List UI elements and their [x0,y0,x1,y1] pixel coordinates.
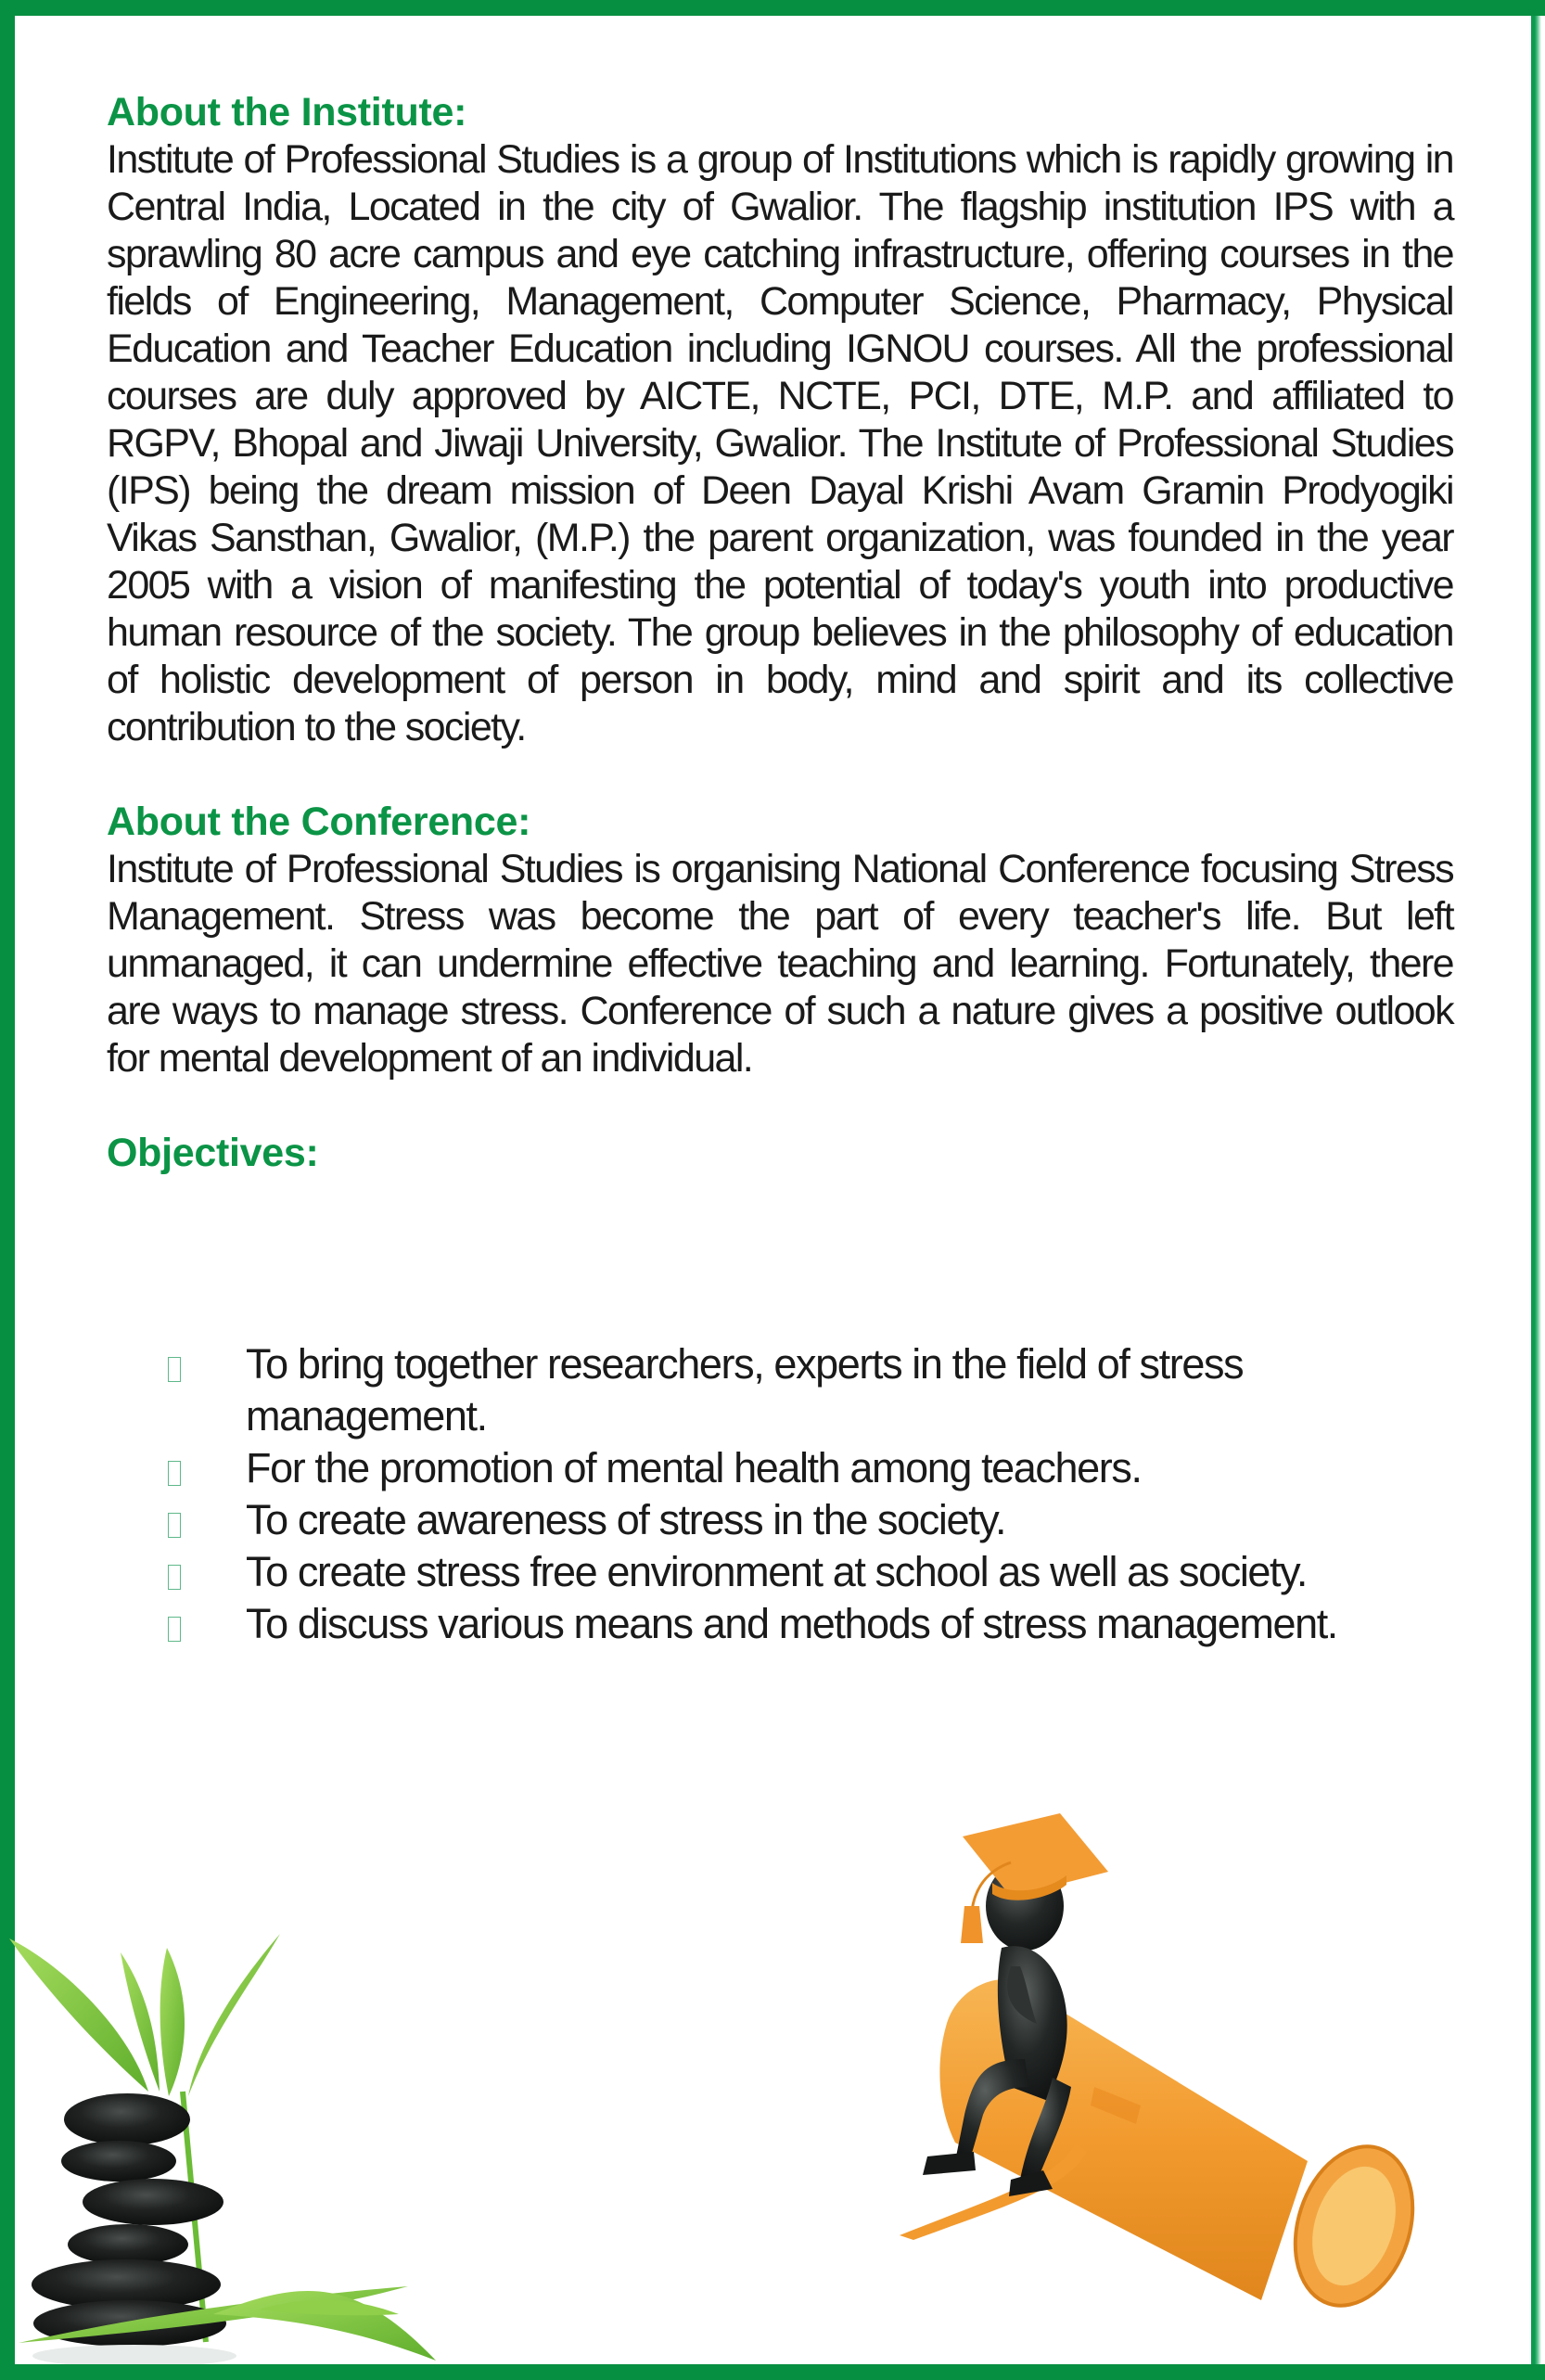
frame-border-right [1531,16,1541,2364]
about-conference-section [107,799,1453,1082]
objective-item [107,1546,1405,1598]
bullet-box-icon [168,1617,181,1642]
objective-item [107,1598,1405,1650]
section-spacer [107,1082,1453,1130]
bullet-box-icon [168,1461,181,1486]
objective-text: To create awareness of stress in the society. [246,1496,1006,1543]
objective-item [107,1442,1405,1494]
zen-stones-illustration [0,1892,519,2364]
objective-item [107,1338,1405,1442]
about-institute-text: Institute of Professional Studies is a group of Institutions which is rapidly growing in Central India, Located in the city of Gwalior. The flagship institution IPS with a sprawling 80 acre campus and eye catching infrastructure, offering courses in the fields of Engineering, Management, Computer Science, Pharmacy, Physical Education and Teacher Education including IGNOU courses. All the professional courses are duly approved by AICTE, NCTE, PCI, DTE, M.P. and affiliated to RGPV, Bhopal and Jiwaji University, Gwalior. The Institute of Professional Studies (IPS) being the dream mission of Deen Dayal Krishi Avam Gramin Prodyogiki Vikas Sansthan, Gwalior, (M.P.) the parent organization, was founded in the year 2005 with a vision of manifesting the potential of today's youth into productive human resource of the society. The group believes in the philosophy of education of holistic development of person in body, mind and spirit and its collective contribution to the society. [107,137,1453,749]
objectives-heading: Objectives: [107,1131,319,1175]
about-conference-text: Institute of Professional Studies is organising National Conference focusing Stress Management. Stress was become the part of every teacher's life. But left unmanaged, it can undermine effective teaching and learning. Fortunately, there are ways to manage stress. Conference of such a nature gives a positive outlook for mental development of an individual. [107,847,1453,1081]
bullet-box-icon [168,1357,181,1382]
objective-item [107,1494,1405,1546]
objective-text: To bring together researchers, experts in the field of stress management. [246,1340,1244,1440]
frame-border-top [0,0,1545,16]
frame-border-bottom [0,2364,1545,2380]
about-conference-heading: About the Conference: [107,800,531,844]
objective-text: For the promotion of mental health among teachers. [246,1444,1142,1491]
objectives-section [107,1130,1453,1177]
brochure-content [107,89,1453,1177]
bullet-box-icon [168,1565,181,1590]
objective-text: To discuss various means and methods of stress management. [246,1600,1337,1647]
graduate-on-scroll-illustration [872,1781,1530,2364]
bullet-box-icon [168,1513,181,1538]
about-institute-section [107,89,1453,751]
diploma-scroll [900,1979,1432,2321]
section-spacer [107,751,1453,799]
objectives-list [107,1338,1405,1650]
about-institute-heading: About the Institute: [107,90,467,134]
objective-text: To create stress free environment at school as well as society. [246,1548,1308,1595]
